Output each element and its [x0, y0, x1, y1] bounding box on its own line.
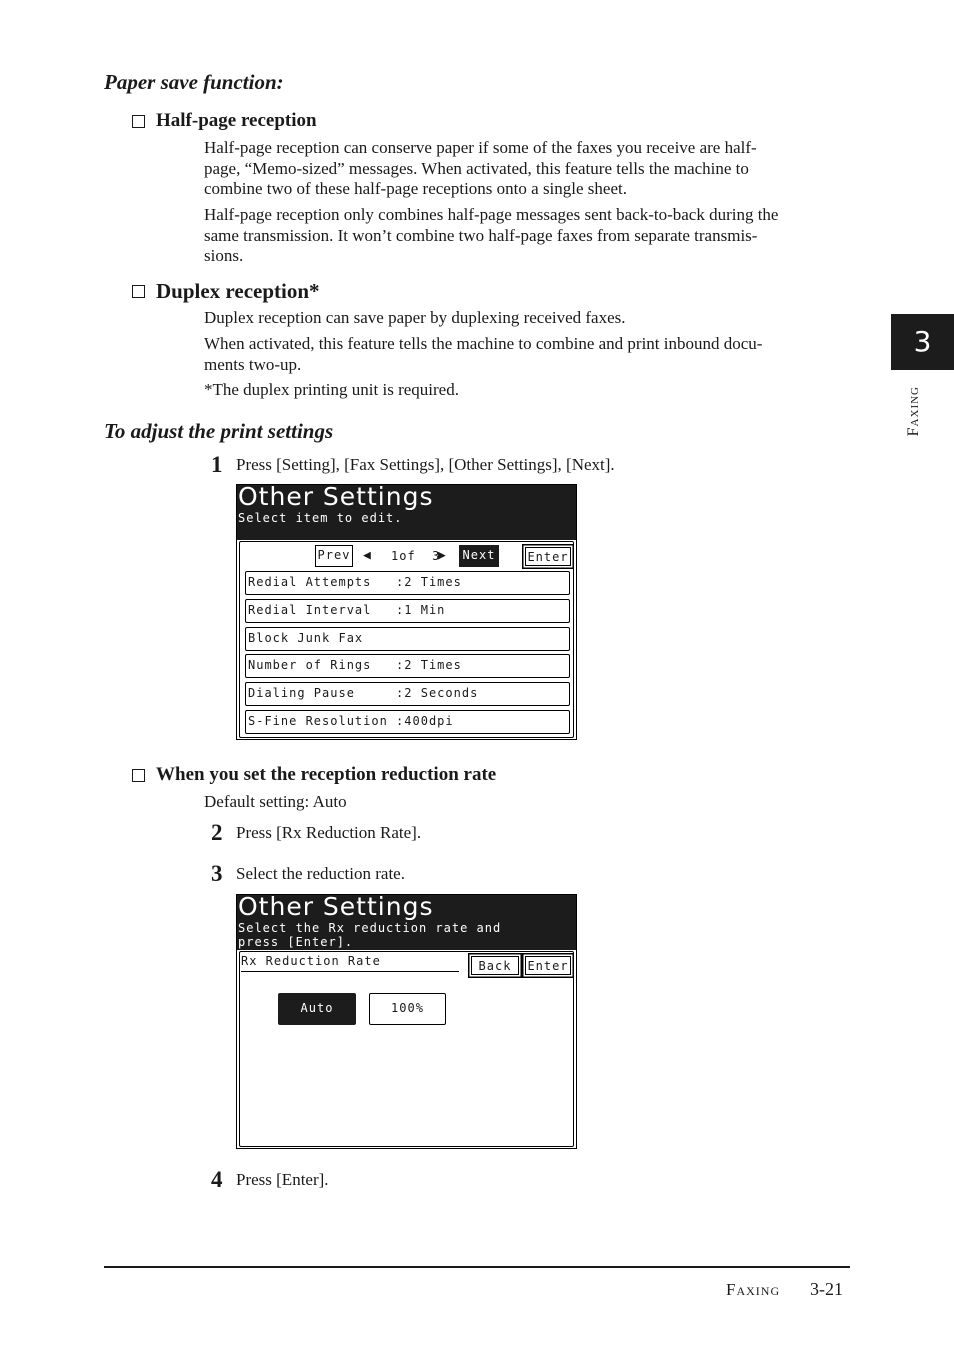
menu-row-redial-interval[interactable]: Redial Interval :1 Min: [245, 599, 570, 623]
footer-divider: [104, 1266, 850, 1268]
text-line: sions.: [204, 246, 244, 265]
lcd-body: [239, 541, 574, 738]
text-line: page, “Memo-sized” messages. When activated, this feature tells the machine to: [204, 158, 749, 178]
step-text-2: Press [Rx Reduction Rate].: [236, 823, 422, 842]
duplex-title: Duplex reception*: [156, 279, 320, 303]
half-page-paragraph-2: [204, 205, 850, 267]
lcd-subtitle: Select item to edit.: [238, 511, 403, 525]
checkbox-icon: [132, 285, 145, 298]
lcd-screen-rx-reduction: [236, 894, 577, 1149]
footer-section-name: Faxing: [726, 1280, 781, 1299]
text-line: Half-page reception can conserve paper if some of the faxes you receive are half-: [204, 138, 757, 157]
subheading-reduction-rate: [132, 764, 496, 786]
lcd-screen-other-settings: [236, 484, 577, 740]
half-page-paragraph-1: [204, 138, 850, 200]
half-page-title: Half-page reception: [156, 110, 317, 131]
step-number-3: 3: [211, 861, 223, 886]
menu-row-dialing-pause[interactable]: Dialing Pause :2 Seconds: [245, 682, 570, 706]
checkbox-icon: [132, 115, 145, 128]
subheading-duplex: [132, 279, 320, 304]
reduction-title: When you set the reception reduction rate: [156, 764, 497, 785]
step-text-1: Press [Setting], [Fax Settings], [Other Settings], [Next].: [236, 455, 615, 474]
back-button[interactable]: Back: [471, 956, 519, 975]
menu-row-block-junk-fax[interactable]: Block Junk Fax: [245, 627, 570, 651]
heading-paper-save: Paper save function:: [104, 70, 284, 94]
duplex-note: *The duplex printing unit is required.: [204, 380, 459, 399]
heading-adjust-print: To adjust the print settings: [104, 419, 334, 443]
prev-button[interactable]: Prev: [315, 545, 353, 567]
text-line: combine two of these half-page receptions onto a single sheet.: [204, 179, 627, 198]
lcd-title: Other Settings: [238, 892, 434, 921]
step-number-2: 2: [211, 820, 223, 845]
menu-row-s-fine-resolution[interactable]: S-Fine Resolution :400dpi: [245, 710, 570, 734]
duplex-paragraph-2: [204, 334, 850, 375]
step-number-1: 1: [211, 452, 223, 477]
arrow-right-icon[interactable]: ▶: [438, 548, 446, 563]
menu-row-number-of-rings[interactable]: Number of Rings :2 Times: [245, 654, 570, 678]
text-line: When activated, this feature tells the machine to combine and print inbound docu-: [204, 334, 763, 353]
lcd-header: [237, 482, 576, 540]
next-button[interactable]: Next: [459, 545, 499, 567]
option-auto-button[interactable]: Auto: [278, 993, 356, 1025]
step-text-4: Press [Enter].: [236, 1170, 329, 1189]
lcd-subtitle-line-1: Select the Rx reduction rate and: [238, 921, 502, 935]
checkbox-icon: [132, 769, 145, 782]
lcd-subtitle-line-2: press [Enter].: [238, 935, 354, 949]
lcd-body: [239, 951, 574, 1147]
lcd-header: [237, 892, 576, 950]
text-line: same transmission. It won’t combine two half-page faxes from separate transmis-: [204, 225, 758, 245]
chapter-label: Faxing: [905, 386, 922, 437]
text-line: Half-page reception only combines half-page messages sent back-to-back during the: [204, 205, 779, 224]
menu-row-redial-attempts[interactable]: Redial Attempts :2 Times: [245, 571, 570, 595]
duplex-paragraph-1: Duplex reception can save paper by duplexing received faxes.: [204, 308, 626, 327]
page-indicator: 1of 3: [391, 549, 441, 563]
subheading-half-page: [132, 110, 317, 132]
enter-button[interactable]: Enter: [525, 547, 571, 566]
step-number-4: 4: [211, 1167, 223, 1192]
arrow-left-icon[interactable]: ◀: [363, 548, 371, 563]
text-line: ments two-up.: [204, 354, 302, 374]
rx-reduction-rate-label: Rx Reduction Rate: [241, 953, 459, 972]
enter-button[interactable]: Enter: [525, 956, 571, 975]
footer-page-number: 3-21: [810, 1279, 843, 1299]
option-100-button[interactable]: 100%: [369, 993, 446, 1025]
lcd-title: Other Settings: [238, 482, 434, 511]
default-setting-text: Default setting: Auto: [204, 792, 347, 811]
step-text-3: Select the reduction rate.: [236, 864, 405, 883]
chapter-tab: 3: [891, 314, 954, 370]
